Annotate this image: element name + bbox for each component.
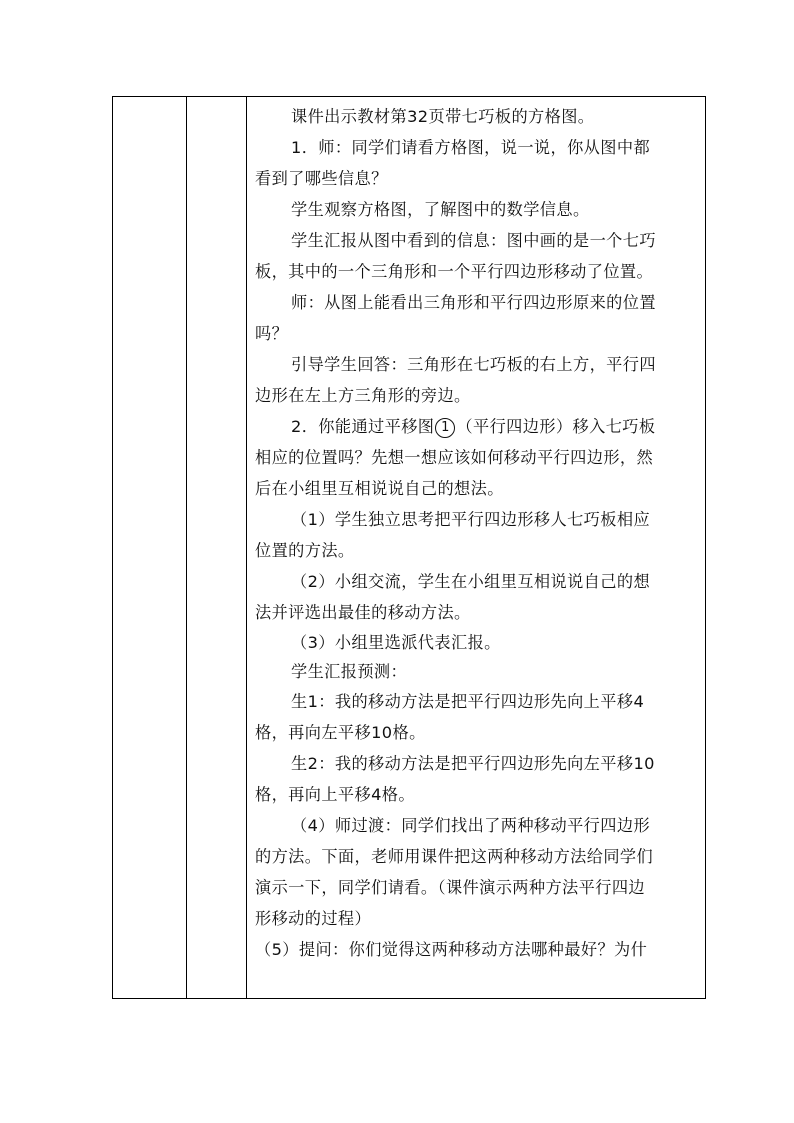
column-divider-1: [186, 97, 187, 998]
text-line: （3）小组里选派代表汇报。: [291, 633, 501, 652]
text-line: 引导学生回答：三角形在七巧板的右上方，平行四: [291, 355, 656, 374]
text-line: 形移动的过程）: [255, 909, 372, 928]
text-line: 边形在左上方三角形的旁边。: [255, 386, 471, 405]
text-line: 师：从图上能看出三角形和平行四边形原来的位置: [291, 293, 656, 312]
text-line: 格，再向左平移10格。: [255, 723, 426, 742]
text-line: 1．师：同学们请看方格图，说一说，你从图中都: [291, 138, 651, 157]
text-line: 板，其中的一个三角形和一个平行四边形移动了位置。: [255, 262, 654, 281]
text-line: 看到了哪些信息？: [255, 169, 388, 188]
text-segment: 2．你能通过平移图: [291, 417, 435, 436]
text-line: 法并评选出最佳的移动方法。: [255, 603, 471, 622]
text-line: 课件出示教材第32页带七巧板的方格图。: [291, 107, 595, 126]
text-line: （2）小组交流，学生在小组里互相说说自己的想: [291, 572, 651, 591]
text-line: 吗？: [255, 324, 289, 343]
text-line: 的方法。下面，老师用课件把这两种移动方法给同学们: [255, 847, 654, 866]
text-line: 相应的位置吗？先想一想应该如何移动平行四边形，然: [255, 448, 654, 467]
circled-number-one: 1: [435, 418, 455, 438]
text-line: 学生观察方格图，了解图中的数学信息。: [291, 200, 590, 219]
text-line: 后在小组里互相说说自己的想法。: [255, 479, 504, 498]
text-segment: （平行四边形）移入七巧板: [456, 417, 656, 436]
lesson-text-cell: [255, 101, 701, 965]
text-line: [255, 411, 701, 442]
text-line: （5）提问：你们觉得这两种移动方法哪种最好？为什: [255, 940, 648, 959]
text-line: 学生汇报预测：: [291, 662, 408, 681]
text-line: 位置的方法。: [255, 541, 355, 560]
text-line: 学生汇报从图中看到的信息：图中画的是一个七巧: [291, 231, 656, 250]
text-line: （4）师过渡：同学们找出了两种移动平行四边形: [291, 816, 651, 835]
text-line: 演示一下，同学们请看。（课件演示两种方法平行四边: [255, 878, 645, 897]
text-line: 格，再向上平移4格。: [255, 785, 415, 804]
text-line: 生1：我的移动方法是把平行四边形先向上平移4: [291, 692, 645, 711]
text-line: （1）学生独立思考把平行四边形移人七巧板相应: [291, 510, 651, 529]
column-divider-2: [246, 97, 247, 998]
text-line: 生2：我的移动方法是把平行四边形先向左平移10: [291, 754, 655, 773]
lesson-table: [112, 96, 706, 999]
